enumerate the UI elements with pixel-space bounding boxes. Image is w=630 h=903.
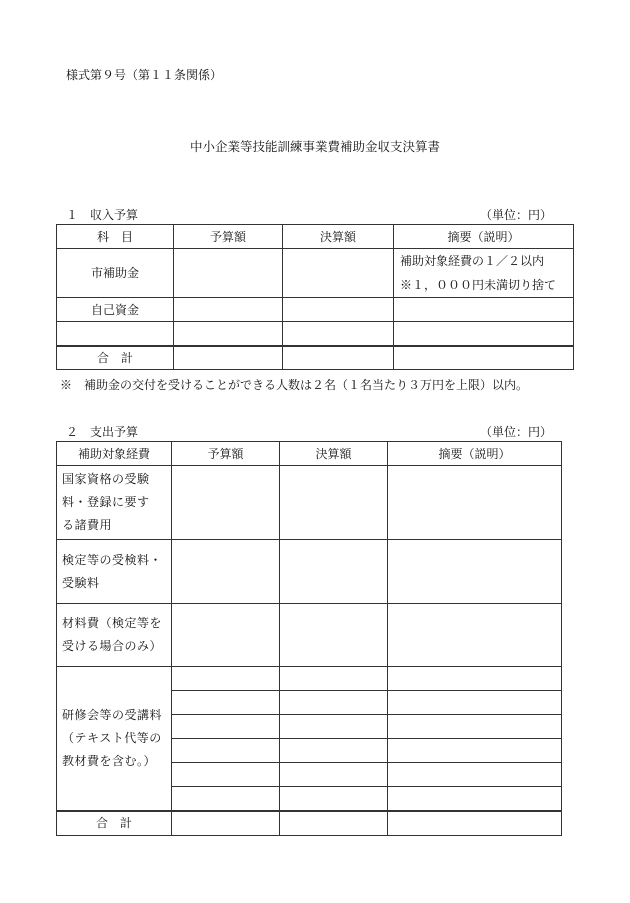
form-label: 様式第９号（第１１条関係） (66, 68, 223, 82)
income-total-memo-cell[interactable] (394, 346, 574, 370)
income-heading: １ 収入予算 (66, 208, 139, 222)
income-total-label: 合 計 (57, 346, 174, 370)
expense-item-line: 料・登録に要す (62, 495, 150, 509)
expense-row (57, 540, 562, 604)
expense-item-line: 検定等の受検料・ (62, 552, 163, 567)
income-row-budget-cell[interactable] (174, 298, 283, 322)
expense-row-item (57, 667, 172, 811)
income-header-budget: 予算額 (174, 225, 283, 249)
expense-header-row (57, 442, 562, 466)
income-row-budget-cell[interactable] (174, 322, 283, 346)
expense-subrow-memo-cell[interactable] (388, 763, 562, 787)
expense-item-line: 材料費（検定等を (62, 616, 163, 630)
expense-item-line: 受験料 (62, 575, 100, 590)
expense-heading: ２ 支出予算 (66, 425, 139, 439)
expense-subrow-settlement-cell[interactable] (280, 763, 388, 787)
expense-row-item (57, 604, 172, 667)
expense-subrow-settlement-cell[interactable] (280, 739, 388, 763)
expense-total-row (57, 811, 562, 836)
expense-header-item: 補助対象経費 (57, 442, 172, 466)
income-row-settlement-cell[interactable] (283, 249, 394, 298)
expense-item-line: る諸費用 (62, 518, 113, 532)
income-table (56, 224, 574, 370)
expense-row-item (57, 466, 172, 540)
expense-subrow-settlement-cell[interactable] (280, 715, 388, 739)
expense-subrow-budget-cell[interactable] (172, 715, 280, 739)
income-row-budget-cell[interactable] (174, 249, 283, 298)
expense-row-budget-cell[interactable] (172, 466, 280, 540)
income-header-row (57, 225, 574, 249)
expense-subrow-memo-cell[interactable] (388, 715, 562, 739)
expense-row-item (57, 540, 172, 604)
expense-row-budget-cell[interactable] (172, 540, 280, 604)
expense-subrow-budget-cell[interactable] (172, 739, 280, 763)
expense-subrow-budget-cell[interactable] (172, 763, 280, 787)
expense-table (56, 441, 562, 836)
income-row-memo-cell[interactable] (394, 298, 574, 322)
income-header-memo: 摘要（説明） (394, 225, 574, 249)
expense-subrow-budget-cell[interactable] (172, 787, 280, 811)
expense-item-line: 受ける場合のみ） (62, 639, 163, 653)
income-row (57, 298, 574, 322)
income-memo-line: 補助対象経費の１／２以内 (400, 254, 545, 268)
income-row (57, 249, 574, 298)
expense-item-line: （テキスト代等の (62, 730, 162, 745)
income-total-settlement-cell[interactable] (283, 346, 394, 370)
expense-total-settlement-cell[interactable] (280, 811, 388, 836)
expense-subrow-memo-cell[interactable] (388, 667, 562, 691)
expense-row-settlement-cell[interactable] (280, 604, 388, 667)
expense-subrow-memo-cell[interactable] (388, 691, 562, 715)
expense-header-memo: 摘要（説明） (388, 442, 562, 466)
expense-row-settlement-cell[interactable] (280, 466, 388, 540)
expense-row (57, 667, 562, 691)
income-row-item: 自己資金 (57, 298, 174, 322)
expense-row-memo-cell[interactable] (388, 604, 562, 667)
expense-subrow-settlement-cell[interactable] (280, 787, 388, 811)
expense-row-budget-cell[interactable] (172, 604, 280, 667)
expense-subrow-memo-cell[interactable] (388, 739, 562, 763)
expense-subrow-budget-cell[interactable] (172, 691, 280, 715)
income-header-item: 科 目 (57, 225, 174, 249)
expense-header-budget: 予算額 (172, 442, 280, 466)
expense-row-settlement-cell[interactable] (280, 540, 388, 604)
expense-row (57, 604, 562, 667)
income-row-item: 市補助金 (57, 249, 174, 298)
income-row-memo (394, 249, 574, 298)
expense-row (57, 466, 562, 540)
expense-item-line: 国家資格の受験 (62, 472, 150, 486)
income-row-item[interactable] (57, 322, 174, 346)
expense-unit: （単位：円） (479, 425, 552, 439)
income-row-settlement-cell[interactable] (283, 298, 394, 322)
expense-item-line: 教材費を含む。） (62, 753, 157, 768)
income-header-settlement: 決算額 (283, 225, 394, 249)
expense-subrow-budget-cell[interactable] (172, 667, 280, 691)
expense-row-memo-cell[interactable] (388, 466, 562, 540)
income-memo-line: ※１，０００円未満切り捨て (400, 278, 557, 292)
expense-item-line: 研修会等の受講料 (62, 707, 163, 722)
expense-row-memo-cell[interactable] (388, 540, 562, 604)
document-title: 中小企業等技能訓練事業費補助金収支決算書 (189, 139, 440, 154)
income-total-budget-cell[interactable] (174, 346, 283, 370)
income-note: ※ 補助金の交付を受けることができる人数は２名（１名当たり３万円を上限）以内。 (60, 378, 529, 392)
expense-total-budget-cell[interactable] (172, 811, 280, 836)
income-row-settlement-cell[interactable] (283, 322, 394, 346)
expense-total-memo-cell[interactable] (388, 811, 562, 836)
income-unit: （単位：円） (479, 208, 552, 222)
expense-subrow-settlement-cell[interactable] (280, 691, 388, 715)
expense-subrow-memo-cell[interactable] (388, 787, 562, 811)
expense-total-label: 合 計 (57, 811, 172, 836)
expense-subrow-settlement-cell[interactable] (280, 667, 388, 691)
income-row (57, 322, 574, 346)
expense-header-settlement: 決算額 (280, 442, 388, 466)
income-row-memo-cell[interactable] (394, 322, 574, 346)
income-total-row (57, 346, 574, 370)
